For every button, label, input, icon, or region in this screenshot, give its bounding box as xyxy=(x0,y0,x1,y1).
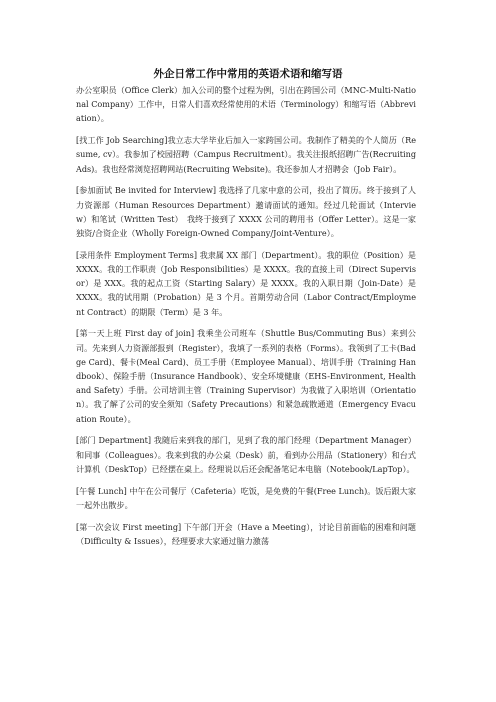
paragraph-intro: 办公室职员（Office Clerk）加入公司的整个过程为例，引出在跨国公司（MNC-Multi-National Company）工作中，日常人们喜欢经常使用的术语（Terminology）和缩写语（Abbreviation）。 xyxy=(76,85,416,124)
document-body xyxy=(76,83,416,556)
document-title: 外企日常工作中常用的英语术语和缩写语 xyxy=(153,68,343,80)
paragraph-job-searching: [找工作 Job Searching]我立志大学毕业后加入一家跨国公司。我制作了精美的个人简历（Resume, cv）。我参加了校园招聘（Campus Recruitment）。我关注报纸招聘广告(Recruiting Ads)。我也经常浏览招聘网站(Recruiting Website)。我还参加人才招聘会（Job Fair）。 xyxy=(76,135,416,174)
paragraph-employment-terms: [录用条件 Employment Terms] 我隶属 XX 部门（Department）。我的职位（Position）是 XXXX。我的工作职责（Job Responsibilities）是 XXXX。我的直接上司（Direct Supervisor）是 XXX。我的起点工资（Starting Salary）是 XXXX。我的入职日期（Join-Date）是 XXXX。我的试用期（Probation）是 3 个月。首期劳动合同（Labor Contract/Employment Contract）的期限（Term）是 3 年。 xyxy=(76,249,416,317)
paragraph-first-day: [第一天上班 First day of join] 我乘坐公司班车（Shuttle Bus/Commuting Bus）来到公司。先来到人力资源部报到（Register），我填了一系列的表格（Forms）。我领到了工卡(Badge Card)、餐卡(Meal Card)、员工手册（Employee Manual）、培训手册（Training Handbook）、保险手册（Insurance Handbook）、安全环境健康（EHS-Environment, Health and Safety）手册。公司培训主管（Training Supervisor）为我做了入职培训（Orientation）。我了解了公司的安全须知（Safety Precautions）和紧急疏散通道（Emergency Evacuation Route）。 xyxy=(76,328,416,424)
paragraph-interview: [参加面试 Be invited for Interview] 我选择了几家中意的公司，投出了简历。终于接到了人力资源部（Human Resources Department）邀请面试的通知。经过几轮面试（Interview）和笔试（Written Test） 我终于接到了 XXXX 公司的聘用书（Offer Letter）。这是一家独资/合资企业（Wholly Foreign-Owned Company/Joint-Venture）。 xyxy=(76,185,416,239)
paragraph-first-meeting: [第一次会议 First meeting] 下午部门开会（Have a Meeting），讨论目前面临的困难和问题（Difficulty & Issues），经理要求大家通过脑力激荡 xyxy=(76,521,416,546)
paragraph-lunch: [午餐 Lunch] 中午在公司餐厅（Cafeteria）吃饭，是免费的午餐(Free Lunch)。饭后跟大家一起外出散步。 xyxy=(76,485,416,510)
paragraph-department: [部门 Department] 我随后来到我的部门，见到了我的部门经理（Department Manager）和同事（Colleagues）。我来到我的办公桌（Desk）前，看到办公用品（Stationery）和台式计算机（DeskTop）已经摆在桌上。经理说以后还会配备笔记本电脑（Notebook/LapTop）。 xyxy=(76,435,416,474)
